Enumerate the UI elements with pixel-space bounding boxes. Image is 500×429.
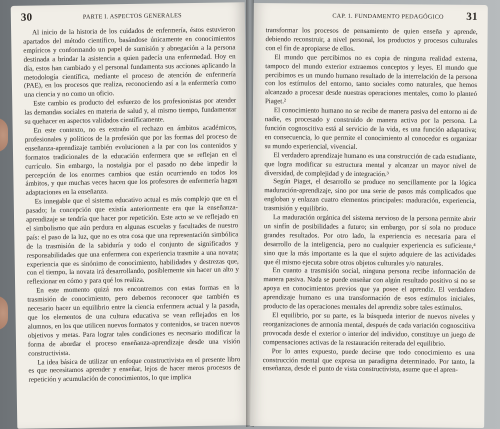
paragraph: Por lo antes expuesto, puede decirse que todo conocimiento es una construcción mental que expresa un paradigma determinado. Por tanto, la enseñanza, desde el punto de vista constructivista, asume que el apren- [262, 347, 475, 375]
left-running-head: PARTE I. ASPECTOS GENERALES [82, 12, 182, 21]
paragraph: Al inicio de la historia de los cuidados de enfermería, éstos estuvieron apartados del método científico, basándose únicamente en conocimientos empíricos y conformando un papel de sumisión y abnegación a la persona destinada a brindar la asistencia a quien padecía una enfermedad. Hoy en día, estos han cambiado y el personal fundamenta sus acciones aplicando la metodología científica, mediante el proceso de atención de enfermería (PAE), en los procesos que realiza, reconociendo así a la enfermería como una ciencia y no como un oficio. [23, 26, 236, 100]
paragraph: El equilibrio, por su parte, es la búsqueda interior de nuevos niveles y reorganizaciones de armonía mental, después de cada variación cognoscitiva provocada desde el exterior o interior del individuo, constituye un juego de compensaciones activas de la restauración reiterada del equilibrio. [262, 312, 476, 348]
right-page-number: 31 [466, 10, 478, 23]
left-page-number: 30 [20, 11, 33, 24]
thumb-left-upper [0, 118, 8, 152]
left-page-body [23, 26, 241, 424]
paragraph: Este cambio es producto del esfuerzo de los profesionistas por atender las demandas sociales en materia de salud y, al mismo tiempo, fundamentar su quehacer en aspectos validados científicamente. [24, 97, 237, 126]
paragraph: Es innegable que el sistema educativo actual es más complejo que en el pasado; la concepción que existía anteriormente era que la enseñanza-aprendizaje se tendría que hacer por repetición. Este acto se ve reflejado en el simbolismo que aún perdura en algunas escuelas y facultades de nuestro país: el paso de la luz, que no es otra cosa que una representación simbólica de la trasmisión de la sabiduría y todo el conjunto de significados y responsabilidades que una enfermera con experiencia trasmite a una novata; experiencia que es sinónimo de conocimiento, habilidades y destrezas que, con el tiempo, la novata irá desarrollando, posiblemente sin hacer un alto y reflexionar en cómo y para qué los realiza. [25, 195, 239, 287]
paragraph: La maduración orgánica del sistema nervioso de la persona permite abrir un sinfín de posibilidades a futuro; sin embargo, por sí sola no produce grandes resultados. Por otro lado, la experiencia es necesaria para el desarrollo de la inteligencia, pero no cualquier experiencia es suficiente,⁴ sino que la más importante es la que el sujeto adquiere de las actividades que él mismo ejecuta sobre otros objetos culturales y/o naturales. [263, 214, 477, 268]
paragraph: En este momento quizá nos encontremos con estas formas en la trasmisión de conocimiento, pero debemos reconocer que también es necesario hacer un equilibrio entre la ciencia enfermera actual y la pasada, que los elementos de una cultura educativa se vean reflejados en los alumnos, en los que utilicen nuevos formatos y contenidos, se tracen nuevos objetivos y metas. Para lograr tales condiciones es necesario modificar la forma de abordar el proceso enseñanza-aprendizaje desde una visión constructivista. [27, 284, 241, 358]
paragraph: El verdadero aprendizaje humano es una construcción de cada estudiante, que logra modificar su estructura mental y alcanzar un mayor nivel de diversidad, de complejidad y de integración.³ [264, 151, 477, 178]
right-page [250, 3, 488, 428]
paragraph: El mundo que percibimos no es copia de ninguna realidad externa, tampoco del mundo exterior extraemos conceptos y leyes. El mundo que percibimos es un mundo humano resultado de la interrelación de la persona con los estímulos del entorno, tanto sociales como naturales, que hemos alcanzado a procesar desde nuestras operaciones mentales, como lo planteó Piaget.² [264, 53, 478, 106]
paragraph: El conocimiento humano no se recibe de manera pasiva del entorno ni de nadie, es procesado y construido de manera activa por la persona. La función cognoscitiva está al servicio de la vida, es una función adaptativa; en consecuencia, lo que permite el conocimiento al conocedor es organizar su mundo experiencial, vivencial. [264, 107, 477, 151]
thumb-left-lower [0, 296, 8, 330]
paragraph: En cuanto a trasmisión social, ninguna persona recibe información de manera pasiva. Nada se puede enseñar con algún resultado positivo si no se apoya en conocimientos previos que ya posee el aprendiz. El verdadero aprendizaje humano es una transformación de esos estímulos iniciales, producto de las operaciones mentales del aprendiz sobre tales estímulos. [263, 267, 476, 312]
right-page-body [262, 27, 477, 424]
left-page-header [21, 8, 235, 27]
right-running-head: CAP. 1. FUNDAMENTO PEDAGÓGICO [332, 12, 444, 21]
paragraph: transformar los procesos de pensamiento de quien enseña y aprende, debiendo reconstruir, a nivel personal, los productos y procesos culturales con el fin de apropiarse de ellos. [265, 27, 478, 53]
left-page [11, 2, 252, 429]
paragraph: La idea básica de utilizar un enfoque constructivista en el presente libro es que necesitamos aprender y enseñar, lejos de hacer meros procesos de repetición y acumulación de conocimientos, lo que implica [28, 355, 241, 384]
right-page-header [264, 9, 478, 27]
paragraph: Según Piaget, el desarrollo se produce no sencillamente por la lógica maduración-aprendizaje, sino por una serie de pasos más complicados que engloban y enlazan cuatro elementos principales: maduración, experiencia, trasmisión y equilibrio. [264, 178, 477, 213]
paragraph: En este contexto, no es extraño el rechazo en ámbitos académicos, profesionales y políticos de la profesión que por las formas del proceso de enseñanza-aprendizaje también evolucionen a la par con los contenidos y formatos tradicionales de la educación enfermera que se reflejan en el currículo. Sin embargo, la nostalgia por el pasado no debe impedir la percepción de los enormes cambios que están ocurriendo en todos los ámbitos, y que muchas veces hacen que los profesores de enfermería hagan adaptaciones en la enseñanza. [24, 124, 238, 197]
